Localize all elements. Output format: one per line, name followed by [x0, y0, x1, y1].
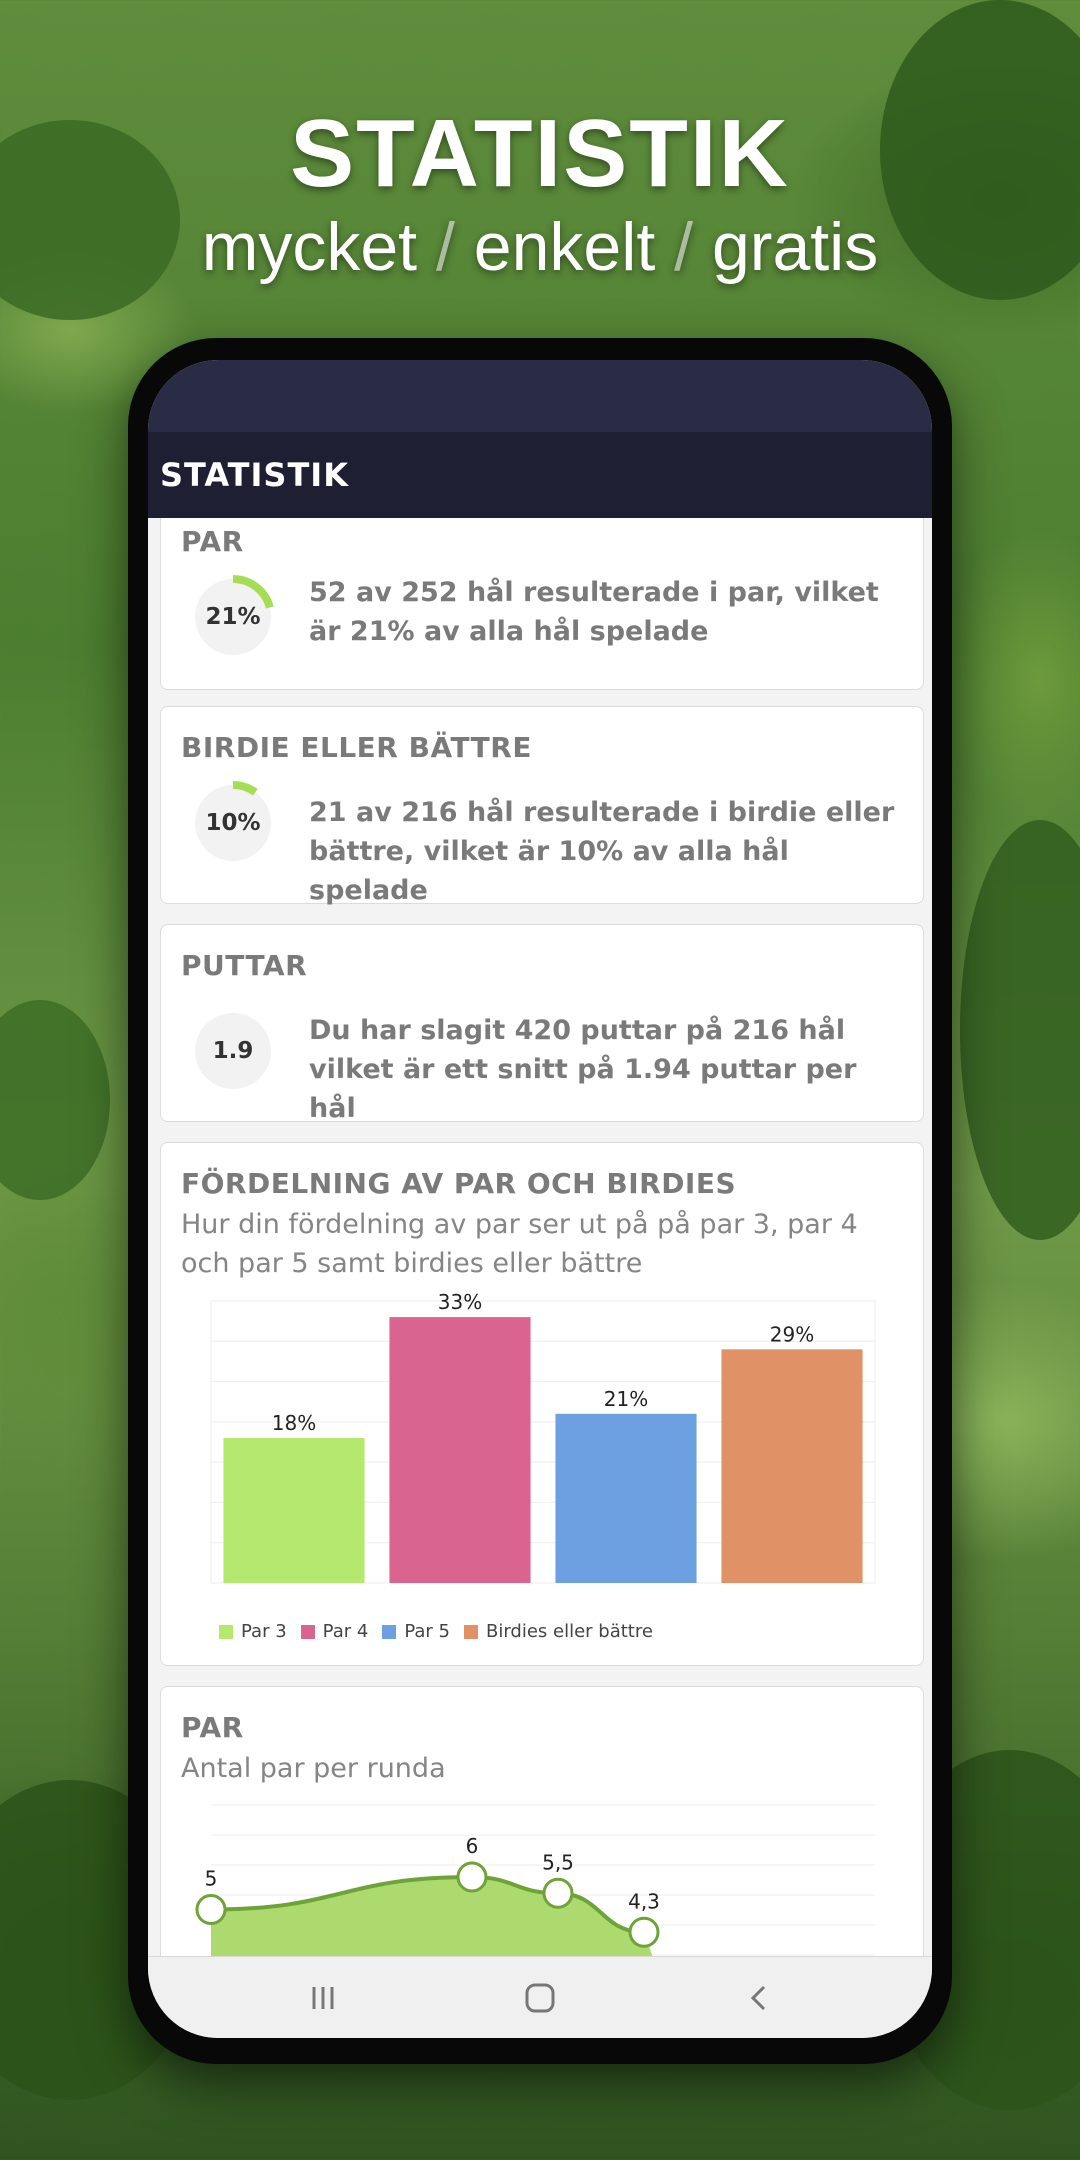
tagline-word: mycket	[201, 209, 418, 285]
tagline-word: enkelt	[473, 209, 656, 285]
chart-legend	[219, 1621, 653, 1642]
card-subtitle: Antal par per runda	[181, 1753, 446, 1784]
data-point	[458, 1863, 486, 1891]
page-title: STATISTIK	[160, 456, 349, 494]
promo-title: STATISTIK	[290, 100, 790, 207]
legend-label: Par 5	[404, 1621, 450, 1642]
par-per-round-area-chart	[161, 1797, 925, 1956]
promo-tagline	[0, 208, 1080, 286]
card-title: BIRDIE ELLER BÄTTRE	[181, 731, 532, 764]
promo-headline	[0, 100, 1080, 286]
point-label: 5,5	[542, 1850, 574, 1875]
legend-swatch	[464, 1625, 478, 1639]
app-bar	[148, 432, 932, 518]
birdie-card	[160, 706, 924, 904]
card-title: PUTTAR	[181, 949, 308, 982]
legend-item	[464, 1621, 653, 1642]
birdie-stat-text: 21 av 216 hål resulterade i birdie eller bättre, vilket är 10% av alla hål spelade	[309, 797, 895, 906]
bar-label: 33%	[437, 1293, 483, 1315]
distribution-bar-chart	[161, 1293, 925, 1593]
legend-item	[219, 1621, 287, 1642]
tagline-word: gratis	[711, 209, 879, 285]
card-title: PAR	[181, 1711, 244, 1744]
gauge-value: 1.9	[212, 1038, 254, 1064]
bar-label: 21%	[603, 1386, 649, 1411]
stats-scroll-content[interactable]	[148, 518, 932, 1956]
legend-label: Birdies eller bättre	[485, 1621, 653, 1642]
gauge-value: 10%	[205, 810, 261, 836]
legend-swatch	[219, 1625, 233, 1639]
bar	[223, 1438, 364, 1583]
putts-card	[160, 924, 924, 1122]
background-tree	[0, 1000, 110, 1200]
point-label: 4,3	[628, 1889, 660, 1914]
system-nav-bar	[148, 1956, 932, 2038]
par-per-round-card	[160, 1686, 924, 1956]
legend-swatch	[382, 1625, 396, 1639]
card-title: PAR	[181, 525, 244, 558]
legend-label: Par 4	[322, 1621, 369, 1642]
legend-item	[301, 1621, 369, 1642]
tagline-separator: /	[674, 209, 694, 285]
legend-label: Par 3	[241, 1621, 287, 1642]
bar-label: 29%	[769, 1322, 815, 1347]
card-subtitle: Hur din fördelning av par ser ut på på par 3, par 4 och par 5 samt birdies eller bättre	[181, 1209, 858, 1279]
bar	[555, 1414, 696, 1583]
bar	[389, 1317, 530, 1583]
birdie-gauge	[191, 781, 275, 865]
recent-apps-icon[interactable]	[308, 1983, 338, 2013]
phone-screen	[148, 360, 932, 2038]
distribution-card	[160, 1142, 924, 1666]
bar	[721, 1349, 862, 1583]
putts-gauge	[191, 1009, 275, 1093]
data-point	[197, 1896, 225, 1924]
back-icon[interactable]	[744, 1983, 774, 2013]
point-label: 5	[204, 1866, 218, 1891]
data-point	[544, 1879, 572, 1907]
par-card	[160, 518, 924, 690]
legend-item	[382, 1621, 450, 1642]
par-gauge	[191, 575, 275, 659]
tagline-separator: /	[435, 209, 455, 285]
data-point	[630, 1918, 658, 1946]
card-title: FÖRDELNING AV PAR OCH BIRDIES	[181, 1167, 737, 1200]
home-icon[interactable]	[524, 1982, 556, 2014]
status-bar	[148, 360, 932, 432]
bar-label: 18%	[271, 1410, 317, 1435]
point-label: 6	[465, 1834, 479, 1858]
par-stat-text: 52 av 252 hål resulterade i par, vilket är 21% av alla hål spelade	[309, 577, 879, 647]
background-tree	[960, 820, 1080, 1240]
legend-swatch	[301, 1625, 315, 1639]
gauge-value: 21%	[205, 604, 261, 630]
putts-stat-text: Du har slagit 420 puttar på 216 hål vilket är ett snitt på 1.94 puttar per hål	[309, 1015, 857, 1124]
phone-frame	[128, 338, 952, 2064]
